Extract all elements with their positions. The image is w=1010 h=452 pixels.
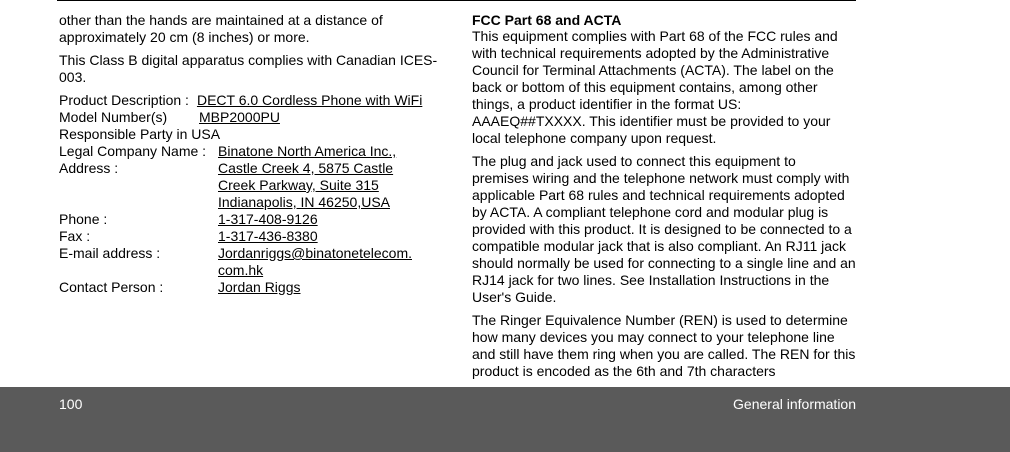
- contact-row: [59, 211, 439, 228]
- distance-paragraph: other than the hands are maintained at a distance of approximately 20 cm (8 inches) or more.: [59, 12, 383, 45]
- contact-row: [59, 245, 439, 279]
- contact-row: [59, 160, 439, 211]
- contact-label: Legal Company Name :: [59, 143, 207, 159]
- contact-value-line: 1-317-408-9126: [218, 211, 318, 227]
- contact-label: Address :: [59, 160, 119, 176]
- contact-label: E-mail address :: [59, 245, 161, 261]
- page-number: 100: [59, 396, 83, 412]
- product-info: [59, 92, 439, 143]
- contact-value-line: Jordan Riggs: [218, 279, 301, 295]
- contact-value: [218, 228, 423, 245]
- contact-label: Fax :: [59, 228, 91, 244]
- contact-value: [218, 160, 423, 211]
- responsible-party-label: Responsible Party in USA: [59, 126, 221, 142]
- contact-value-line: Binatone North America Inc.,: [218, 143, 397, 159]
- top-rule: [57, 0, 856, 1]
- ices-paragraph: This Class B digital apparatus complies with Canadian ICES-003.: [59, 52, 438, 85]
- model-number-row: [59, 109, 439, 126]
- contact-value-line: com.hk: [218, 262, 264, 278]
- contact-value-line: Indianapolis, IN 46250,USA: [218, 194, 390, 210]
- section-heading: FCC Part 68 and ACTA: [472, 12, 622, 28]
- contact-value: [218, 211, 423, 228]
- product-description-label: Product Description :: [59, 92, 189, 108]
- model-number-label: Model Number(s): [59, 109, 168, 125]
- contact-label: Contact Person :: [59, 279, 164, 295]
- product-description-value: DECT 6.0 Cordless Phone with WiFi: [196, 92, 423, 108]
- contact-value-line: 1-317-436-8380: [218, 228, 318, 244]
- right-column: [472, 12, 856, 386]
- contact-table: [59, 143, 439, 296]
- ren-paragraph: The Ringer Equivalence Number (REN) is used to determine how many devices you may connect to your telephone line and still have them ring when you are called. The REN for this product is encoded as the 6th and 7th characters: [472, 312, 856, 379]
- contact-row: [59, 279, 439, 296]
- contact-value-line: Castle Creek 4, 5875 Castle: [218, 160, 394, 176]
- left-column: [59, 12, 439, 296]
- page-footer: [0, 387, 1010, 452]
- contact-label: Phone :: [59, 211, 108, 227]
- part68-paragraph: This equipment complies with Part 68 of the FCC rules and with technical requirements adopted by the Administrative Council for Terminal Attachments (ACTA). The label on the back or bottom of this equipment contains, among other things, a product identifier in the format US: AAAEQ##TXXXX. This identifier must be provided to your local telephone company upon request.: [472, 28, 838, 146]
- contact-value-line: Jordanriggs@binatonetelecom.: [218, 245, 412, 261]
- contact-row: [59, 228, 439, 245]
- contact-value: [218, 279, 423, 296]
- contact-value: [218, 245, 423, 279]
- contact-value: [218, 143, 423, 160]
- contact-value-line: Creek Parkway, Suite 315: [218, 177, 379, 193]
- model-number-value: MBP2000PU: [199, 109, 280, 125]
- product-description-row: [59, 92, 439, 109]
- footer-section-title: General information: [733, 396, 856, 412]
- plug-jack-paragraph: The plug and jack used to connect this equipment to premises wiring and the telephone network must comply with applicable Part 68 rules and technical requirements adopted by ACTA. A compliant telephone cord and modular plug is provided with this product. It is designed to be connected to a compatible modular jack that is also compliant. An RJ11 jack should normally be used for connecting to a single line and an RJ14 jack for two lines. See Installation Instructions in the User's Guide.: [472, 153, 856, 305]
- contact-row: [59, 143, 439, 160]
